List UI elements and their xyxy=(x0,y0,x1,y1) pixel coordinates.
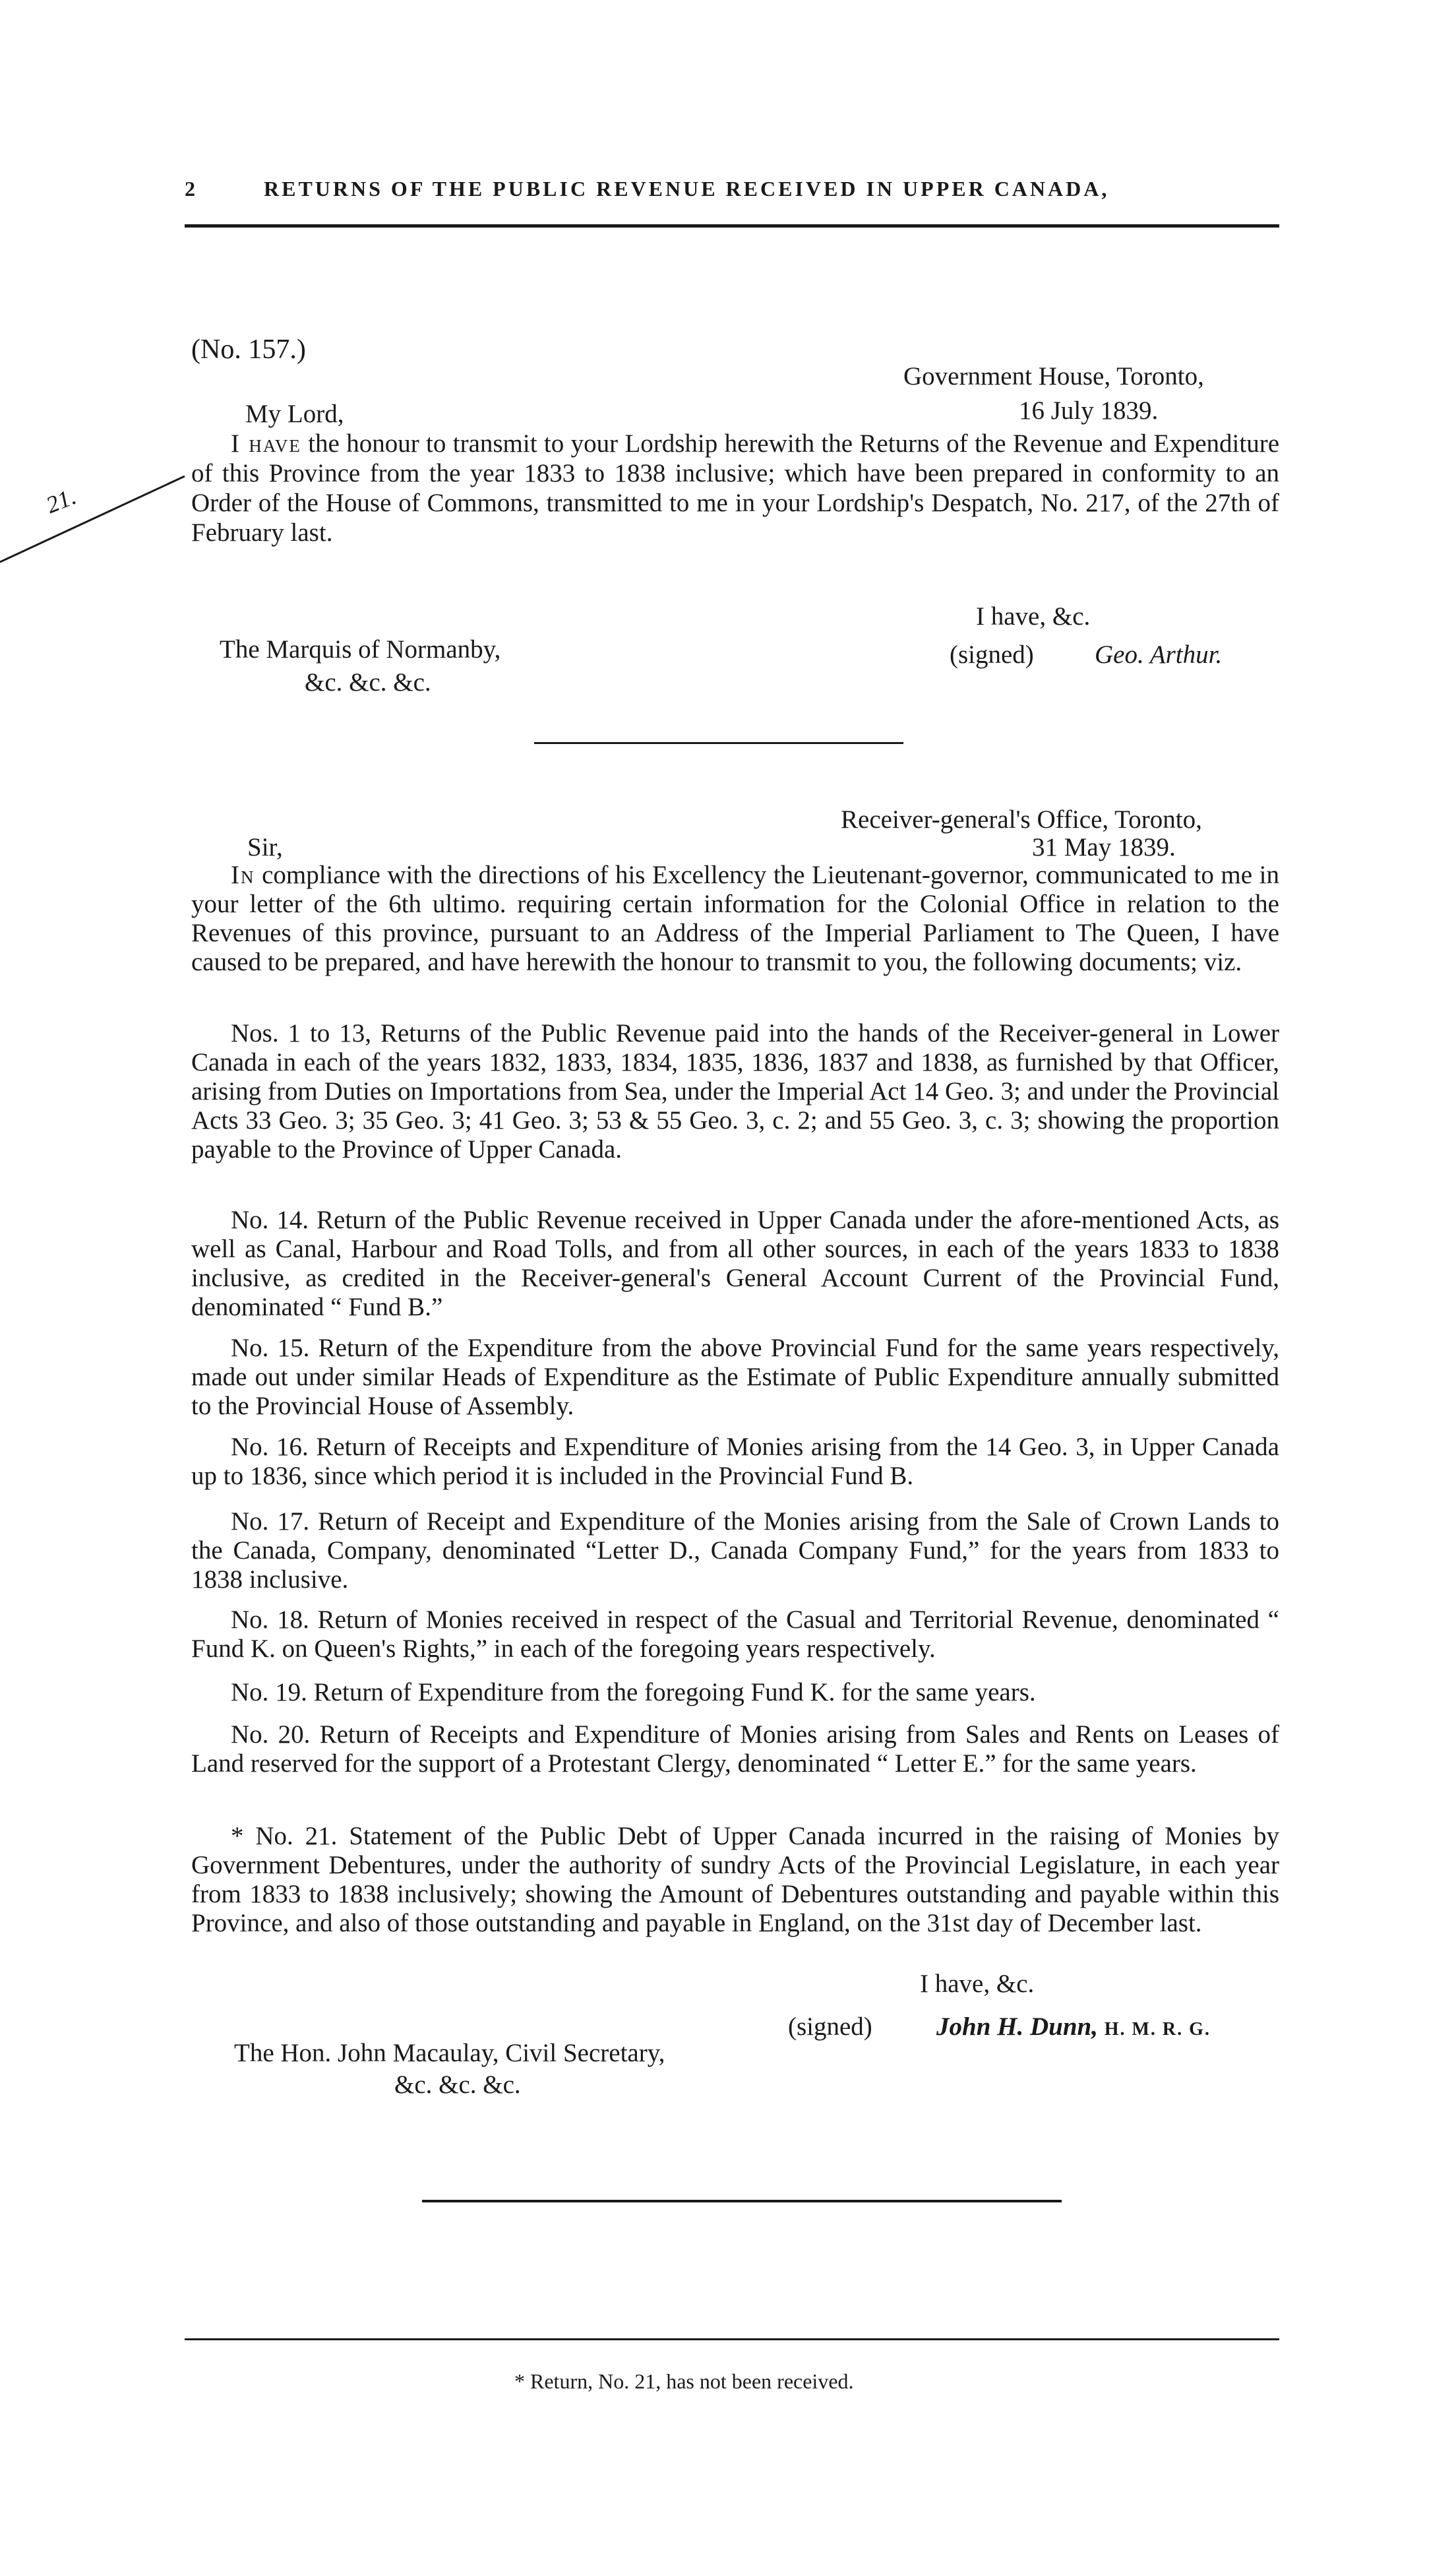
closing-divider xyxy=(422,2200,1062,2202)
letter1-signatory: Geo. Arthur. xyxy=(1095,640,1223,669)
running-header xyxy=(185,177,1279,201)
letter1-opening-word: I have xyxy=(231,429,301,458)
letter1-number: (No. 157.) xyxy=(191,334,306,365)
letter2-signatory xyxy=(936,2012,1211,2044)
letter1-signed: (signed) xyxy=(950,640,1034,669)
letter1-addressee-etc: &c. &c. &c. xyxy=(305,668,431,697)
letter2-opening-word: In xyxy=(231,861,255,889)
list-item: No. 17. Return of Receipt and Expenditure of the Monies arising from the Sale of Crown Lands to the Canada, Company, denominated “Letter D., Canada Company Fund,” for the years from 1833 to 1838 inclusive. xyxy=(191,1507,1279,1594)
list-item: No. 20. Return of Receipts and Expenditure of Monies arising from Sales and Rents on Leases of Land reserved for the support of a Protestant Clergy, denominated “ Letter E.” for the same years. xyxy=(191,1720,1279,1778)
footnote-rule xyxy=(185,2338,1279,2340)
letter2-signatory-title: H. M. R. G. xyxy=(1104,2019,1211,2040)
letter2-place: Receiver-general's Office, Toronto, xyxy=(841,805,1202,834)
letter2-addressee: The Hon. John Macaulay, Civil Secretary, xyxy=(234,2039,665,2067)
header-rule xyxy=(185,224,1279,228)
list-item: No. 18. Return of Monies received in respect of the Casual and Territorial Revenue, denominated “ Fund K. on Queen's Rights,” in each of the foregoing years respectively. xyxy=(191,1605,1279,1663)
letter2-signed: (signed) xyxy=(788,2012,872,2041)
section-divider xyxy=(534,742,903,744)
list-item: * No. 21. Statement of the Public Debt of Upper Canada incurred in the raising of Monies by Government Debentures, under the authority of sundry Acts of the Provincial Legislature, in each year from 1833 to 1838 inclusively; showing the Amount of Debentures outstanding and payable within this Province, and also of those outstanding and payable in England, on the 31st day of December last. xyxy=(191,1822,1279,1937)
letter1-date: 16 July 1839. xyxy=(1019,396,1159,425)
letter2-addressee-etc: &c. &c. &c. xyxy=(394,2071,521,2099)
letter1-salutation: My Lord, xyxy=(245,400,344,428)
running-title: RETURNS OF THE PUBLIC REVENUE RECEIVED IN UPPER CANADA, xyxy=(264,177,1110,201)
letter2-intro-text: compliance with the directions of his Excellency the Lieutenant-governor, communicated to me in your letter of the 6th ultimo. requiring certain information for the Colonial Office in relation to the Revenues of this province, pursuant to an Address of the Imperial Parliament to The Queen, I have caused to be prepared, and have herewith the honour to transmit to you, the following documents; viz. xyxy=(191,861,1279,976)
list-item: No. 16. Return of Receipts and Expenditure of Monies arising from the 14 Geo. 3, in Upper Canada up to 1836, since which period it is included in the Provincial Fund B. xyxy=(191,1433,1279,1490)
letter1-body xyxy=(191,429,1279,547)
letter2-salutation: Sir, xyxy=(247,833,283,861)
letter1-closing: I have, &c. xyxy=(976,602,1091,631)
footnote: * Return, No. 21, has not been received. xyxy=(514,2369,854,2393)
list-item: Nos. 1 to 13, Returns of the Public Revenue paid into the hands of the Receiver-general in Lower Canada in each of the years 1832, 1833, 1834, 1835, 1836, 1837 and 1838, as furnished by that Officer, arising from Duties on Importations from Sea, under the Imperial Act 14 Geo. 3; and under the Provincial Acts 33 Geo. 3; 35 Geo. 3; 41 Geo. 3; 53 & 55 Geo. 3, c. 2; and 55 Geo. 3, c. 3; showing the proportion payable to the Province of Upper Canada. xyxy=(191,1019,1279,1164)
letter2-date: 31 May 1839. xyxy=(1032,833,1176,861)
list-item: No. 15. Return of the Expenditure from the above Provincial Fund for the same years respectively, made out under similar Heads of Expenditure as the Estimate of Public Expenditure annually submitted to the Provincial House of Assembly. xyxy=(191,1334,1279,1420)
margin-note-stroke xyxy=(0,462,191,580)
letter2-intro xyxy=(191,861,1279,977)
letter1-body-text: the honour to transmit to your Lordship herewith the Returns of the Revenue and Expenditure of this Province from the year 1833 to 1838 inclusive; which have been prepared in conformity to an Order of the House of Commons, transmitted to me in your Lordship's Despatch, No. 217, of the 27th of February last. xyxy=(191,429,1280,547)
list-item: No. 14. Return of the Public Revenue received in Upper Canada under the afore-mentioned Acts, as well as Canal, Harbour and Road Tolls, and from all other sources, in each of the years 1833 to 1838 inclusive, as credited in the Receiver-general's General Account Current of the Provincial Fund, denominated “ Fund B.” xyxy=(191,1206,1279,1321)
letter2-signatory-name: John H. Dunn, xyxy=(936,2012,1098,2041)
letter2-closing: I have, &c. xyxy=(920,1970,1035,1998)
margin-note: 21. xyxy=(42,483,80,518)
letter1-addressee: The Marquis of Normanby, xyxy=(220,635,501,664)
page-number: 2 xyxy=(185,177,198,201)
letter1-place: Government House, Toronto, xyxy=(903,362,1204,390)
list-item: No. 19. Return of Expenditure from the foregoing Fund K. for the same years. xyxy=(231,1678,1036,1706)
